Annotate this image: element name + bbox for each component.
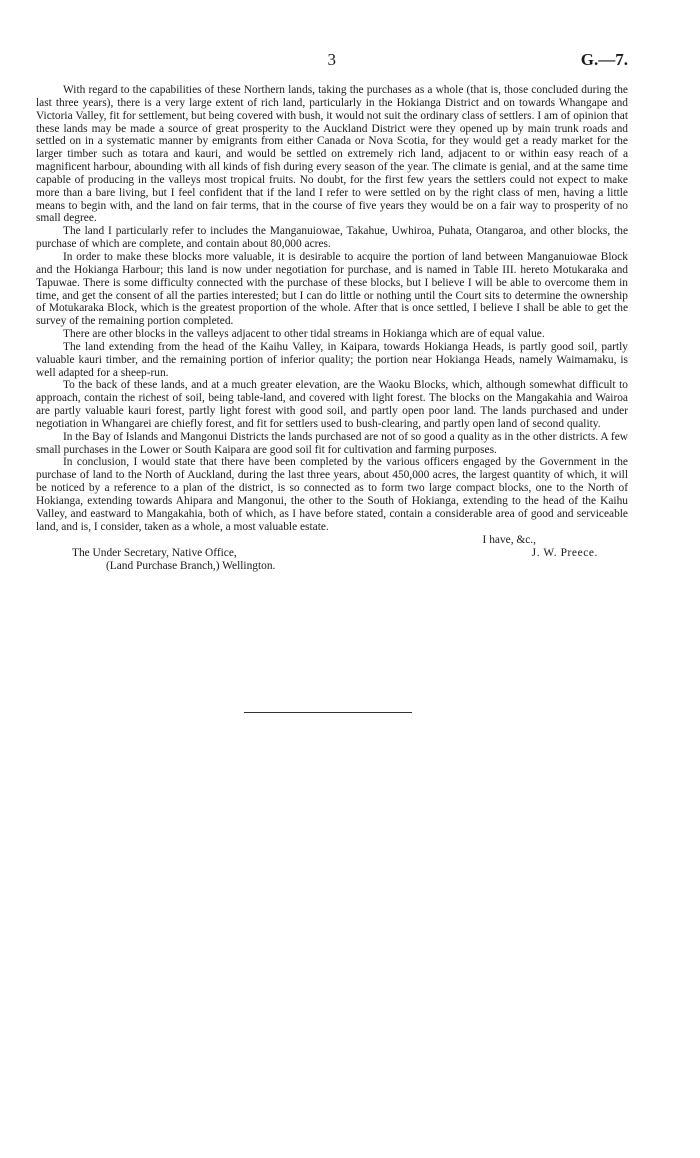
paragraph-kaihu-valley: The land extending from the head of the Kaihu Valley, in Kaipara, towards Hokianga Heads, is partly good soil, partly valuable kauri timber, and the remaining portion of inferior quality; the portion near Hokianga Heads, namely Waimamaku, is well adapted for a sheep-run. (36, 340, 628, 379)
closing-greeting: I have, &c., (482, 533, 536, 546)
document-body (36, 84, 628, 574)
series-code: G.—7. (580, 50, 628, 69)
page-header (36, 50, 628, 76)
signature: J. W. Preece. (531, 546, 598, 559)
paragraph-bay-of-islands: In the Bay of Islands and Mangonui Districts the lands purchased are not of so good a quality as in the other districts. A few small purchases in the Lower or South Kaipara are good soil fit for cultivation and farming purposes. (36, 430, 628, 456)
paragraph-conclusion: In conclusion, I would state that there have been completed by the various officers engaged by the Government in the purchase of land to the North of Auckland, during the last three years, about 450,000 acres, the largest quantity of which, it will be noticed by a reference to a plan of the district, is so connected as to form two large compact blocks, one to the North of Hokianga, extending towards Ahipara and Mangonui, the other to the South of Hokianga, extending to the head of the Kaihu Valley, and eastward to Mangakahia, both of which, as I have before stated, contain a considerable area of good and serviceable land, and is, I consider, taken as a whole, a most valuable estate. (36, 456, 628, 533)
paragraph-blocks-referred: The land I particularly refer to includes the Manganuiowae, Takahue, Uwhiroa, Puhata, Otangaroa, and other blocks, the purchase of which are complete, and contain about 80,000 acres. (36, 225, 628, 251)
addressee-line-1: The Under Secretary, Native Office, (72, 546, 237, 559)
paragraph-motukaraka: In order to make these blocks more valuable, it is desirable to acquire the portion of land between Manganuiowae Block and the Hokianga Harbour; this land is now under negotiation for purchase, and is named in Table III. hereto Motukaraka and Tapuwae. There is some difficulty connected with the purchase of these blocks, but I believe I will be able to overcome them in time, and get the consent of all the parties interested; but I can do little or nothing until the Court sits to determine the ownership of Motukaraka Block, which is the greatest proportion of the whole. After that is once settled, I believe I shall be able to get the survey of the remaining portion completed. (36, 250, 628, 328)
paragraph-tidal-streams: There are other blocks in the valleys adjacent to other tidal streams in Hokianga which are of equal value. (63, 328, 545, 341)
paragraph-capabilities: With regard to the capabilities of these Northern lands, taking the purchases as a whole (that is, those concluded during the last three years), there is a very large extent of rich land, particularly in the Hokianga District and on towards Whangape and Victoria Valley, fit for settlement, but being covered with bush, it would not suit the ordinary class of settlers. I am of opinion that these lands may be made a source of great prosperity to the Auckland District were they opened up by main trunk roads and settled on in a systematic manner by emigrants from either Canada or Nova Scotia, for they would get a ready market for the larger timber such as totara and kauri, and would be settled on extremely rich land, adjacent to or within easy reach of a magnificent harbour, abounding with all kinds of fish during every season of the year. The climate is genial, and at the same time capable of producing in the valleys most tropical fruits. No doubt, for the first few years the settlers could not expect to make more than a bare living, but I feel confident that if the land I refer to were settled on by the right class of men, having a little means to begin with, and the land on fair terms, that in the course of five years they would be on a fair way to prosperity of no small degree. (36, 84, 628, 225)
end-rule-divider (244, 712, 412, 713)
letter-closing (36, 534, 628, 574)
paragraph-waoku-blocks: To the back of these lands, and at a much greater elevation, are the Waoku Blocks, which, although somewhat difficult to approach, contain the richest of soil, being table-land, and covered with light forest. The blocks on the Mangakahia and Wairoa are partly valuable kauri forest, partly light forest with good soil, and partly open poor land. The lands purchased and under negotiation in Whangarei are chiefly forest, and fit for settlers used to bush-clearing, and partly open land of second quality. (36, 379, 628, 430)
page-number: 3 (327, 50, 337, 69)
addressee-line-2: (Land Purchase Branch,) Wellington. (106, 559, 276, 572)
